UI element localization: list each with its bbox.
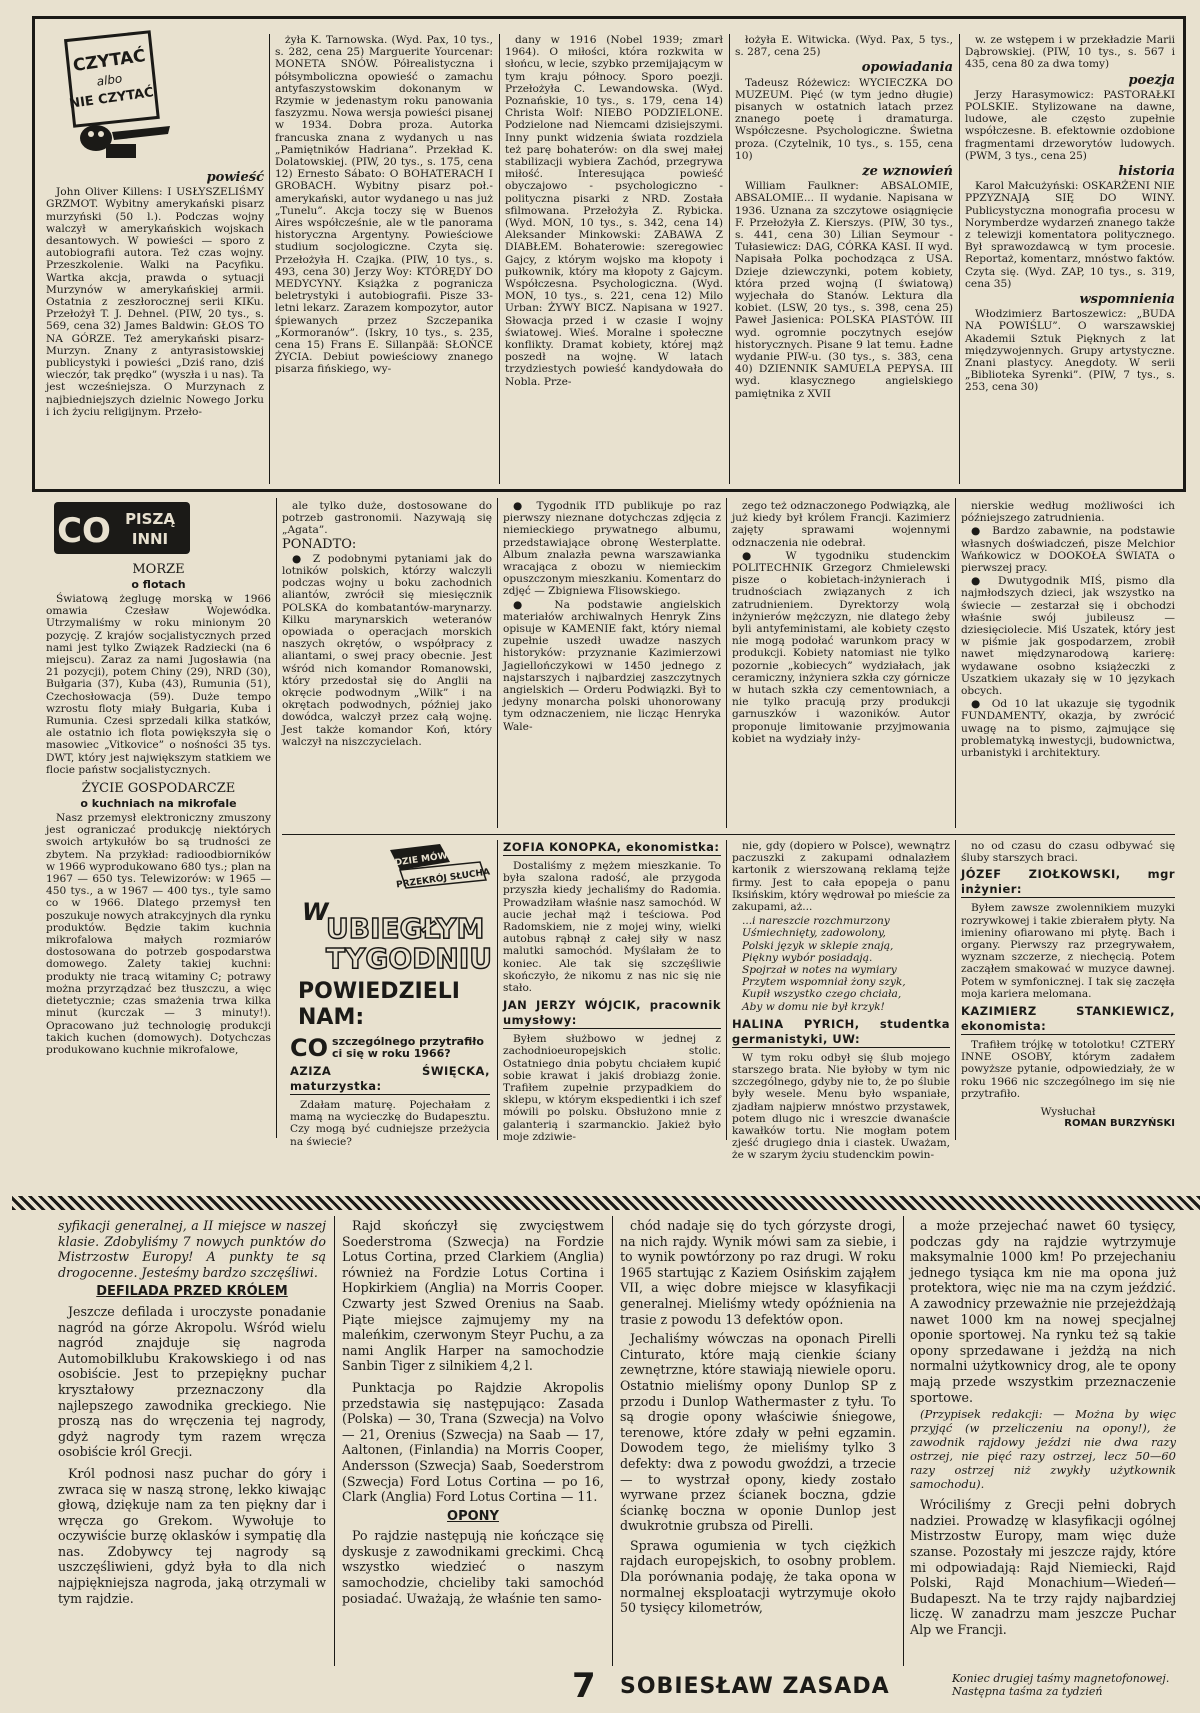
interviewee-zofia: ZOFIA KONOPKA, ekonomistka:	[503, 840, 720, 854]
closing-text: Wróciliśmy z Grecji pełni dobrych nadziei. Prowadzę w klasyfikacji ogólnej Mistrzostw Europy, mam więc duże szanse. Pozostały mi jeszcze rajdy, które mi odpowiadają: Rajd Niemiecki, Rajd Polski, Rajd Monachium—Wiedeń—Budapeszt. Na te trzy rajdy najbardziej liczę. W zanadrzu mam jeszcze Puchar Alp we Francji.	[910, 1497, 1176, 1637]
co-pisza-col-4	[732, 500, 950, 830]
headline-nam: NAM:	[298, 1005, 365, 1030]
bullet-text: Bardzo zabawnie, na podstawie własnych doświadczeń, pisze Melchior Wańkowicz w DOOKOŁA ŚWIATA o pierwszej pracy.	[961, 525, 1175, 575]
bullet-item	[282, 553, 492, 748]
headline-tygodniu: TYGODNIU	[326, 942, 492, 975]
section-powiesc: powieść	[206, 170, 264, 185]
bullet-item	[503, 500, 721, 598]
divider-stripe	[12, 1196, 1200, 1210]
book-review-text: w. ze wstępem i w przekładzie Marii Dąbrowskiej. (PIW, 10 tys., s. 567 i 435, cena 80 za dwa tomy)	[965, 34, 1175, 71]
logo-inni: INNI	[131, 530, 169, 548]
zycie-subtitle: o kuchniach na mikrofale	[80, 797, 237, 811]
co-pisza-col-1	[46, 560, 271, 1140]
book-review-text: Włodzimierz Bartoszewicz: „BUDA NA POWIŚLU”. O warszawskiej Akademii Sztuk Pięknych z lat międzywojennych. Grupy artystyczne. Znani plastycy. Anegdoty. W serii „Biblioteka Syrenki”. (PIW, 7 tys., s. 253, cena 30)	[965, 308, 1175, 394]
logo-pisza: PISZĄ	[125, 510, 175, 528]
aziza-answer: Zdałam maturę. Pojechałam z mamą na wycieczkę do Budapesztu. Czy mogą być cudniejsze przeżycia na świecie?	[290, 1099, 490, 1148]
bullet-dot-icon: ●	[971, 575, 988, 588]
zasada-col-1	[58, 1218, 326, 1658]
byline-author: ROMAN BURZYŃSKI	[1064, 1118, 1175, 1130]
poem-line: Przytem wspomniał żony szyk,	[742, 976, 906, 989]
poem-line: Piękny wybór posiadają.	[742, 951, 873, 964]
section-ze-wznowien: ze wznowień	[862, 164, 953, 180]
book-review-text: John Oliver Killens: I USŁYSZELIŚMY GRZMOT. Wybitny amerykański pisarz murzyński (50 l.). Podczas wojny walczył w amerykańskich wojskach desantowych. W powieści — sporo z autobiografii autora. Też czas wojny. Przeszkolenie. Walki na Pacyfiku. Wartka akcja, prawda o sytuacji Murzynów w amerykańskiej armii. Ostatnia z zeszłorocznej serii KIKu. Przełożył T. J. Dehnel. (PIW, 20 tys., s. 569, cena 32) James Baldwin: GŁOS TO NA GÓRZE. Też amerykański pisarz-Murzyn. Znany z antyrasistowskiej publicystyki i powieści „Dziś rano, dziś wieczór, tak prędko” (wyszła i u nas). Ta jest wcześniejsza. O Murzynach z najbiedniejszych dzielnic Nowego Jorku i ich życiu religijnym. Przeło-	[46, 186, 264, 418]
morze-title: MORZE	[132, 562, 185, 577]
section-opowiadania: opowiadania	[861, 60, 953, 76]
punktacja-text: Punktacja po Rajdzie Akropolis przedstawia się następująco: Zasada (Polska) — 30, Trana (Szwecja) na Volvo — 21, Orenius (Szwecja) na Saab — 17, Aaltonen, (Finlandia) na Morris Cooper, Andersson (Szwecja) Saab, Soederstrom (Szwecja) Ford Lotus Cortina — po 16, Clark (Anglia) Ford Lotus Cortina — 11.	[342, 1379, 604, 1505]
morze-text: Światową żeglugę morską w 1966 omawia Czesław Wojewódka. Utrzymaliśmy w roku minionym 20 pozycję. Z krajów socjalistycznych przed nami jest tylko Związek Radziecki (na 6 miejscu). Zaraz za nami Jugosławia (na 21 pozycji), potem Chiny (29), NRD (30), Bułgaria (37), Kuba (43), Rumunia (51), Czechosłowacja (59). Duże tempo wzrostu floty miały Bułgaria, Kuba i Rumunia. Czesi sprzedali kilka statków, ale ostatnio ich flota powiększyła się o masowiec „Vitkovice” o nośności 35 tys. DWT, który jest największym statkiem we flocie państw socjalistycznych.	[46, 593, 271, 776]
editor-note: (Przypisek redakcji: — Można by więc przyjąć (w przeliczeniu na opony!), że zawodnik rajdowy jeździ nie dwa razy ostrzej, nie pięć razy ostrzej, lecz 50—60 razy ostrzej niż zwykły użytkownik samochodu).	[910, 1407, 1176, 1492]
opony-text: chód nadaje się do tych górzyste drogi, na nich rajdy. Wynik mówi sam za siebie, i to wynik powtórzony po raz drugi. W roku 1965 startując z Kaziem Osińskim zająłem VII, a więc dobre miejsce w klasyfikacji generalnej. Mieliśmy wtedy opóźnienia na trasie z powodu 13 defektów opon.	[620, 1218, 896, 1327]
advert-poem	[742, 915, 950, 1013]
bullet-dot-icon: ●	[292, 552, 306, 565]
bullet-item	[961, 698, 1175, 759]
interviewee-aziza: AZIZA ŚWIĘCKA, maturzystka:	[290, 1064, 490, 1093]
book-review-text: William Faulkner: ABSALOMIE, ABSALOMIE... II wydanie. Napisana w 1936. Uznana za szczytowe osiągnięcie F. Przełożyła Z. Kierszys. (PIW, 30 tys., s. 441, cena 30) Lilian Seymour - Tułasiewicz: DAG, CÓRKA KASI. II wyd. Napisała Polka pochodząca z USA. Dzieje dziewczynki, potem kobiety, która przed wojną (I światową) wyjechała do Stanów. Lektura dla kobiet. (LSW, 20 tys., s. 398, cena 25) Paweł Jasienica: POLSKA PIASTÓW. III wyd. ogromnie poczytnych esejów historycznych. Pisane 9 lat temu. Ładne wydanie PIW-u. (30 tys., s. 383, cena 40) DZIENNIK SAMUELA PEPYSA. III wyd. klasycznego angielskiego pamiętnika z XVII	[735, 180, 953, 400]
opony-text: Sprawa ogumienia w tych ciężkich rajdach europejskich, to osobny problem. Dla porównania podaję, że taka opona w normalnej eksploatacji wytrzymuje około 50 tysięcy kilometrów,	[620, 1537, 896, 1616]
poem-line: Aby w domu nie był krzyk!	[742, 1000, 885, 1013]
poem-line: Spojrzał w notes na wymiary	[742, 964, 897, 977]
wojcik-continued: nie, gdy (dopiero w Polsce), wewnątrz paczuszki z zakupami odnalazłem kartonik z wierszowaną reklamą tejże firmy. Jest to cała epopeja o panu Iksińskim, który wędrował po mieście za zakupami, aż...	[732, 840, 951, 914]
bullet-item	[503, 599, 721, 733]
zofia-answer: Dostaliśmy z mężem mieszkanie. To była szalona radość, ale przygoda przyszła kiedy jechaliśmy do Radomia. Prowadziłam właśnie nasz samochód. W aucie jechał mąż i teściowa. Pod Radomskiem, nie z mojej winy, wielki autobus rąbnął z całej siły w nasz malutki samochód. Myślałam że to koniec. Ale tak się szczęśliwie skończyło, że nikomu z nas nic się nie stało.	[503, 860, 721, 995]
book-review-text: łożyła E. Witwicka. (Wyd. Pax, 5 tys., s. 287, cena 25)	[735, 34, 953, 59]
ludzie-col-2	[503, 840, 721, 1143]
book-review-text: Jerzy Harasymowicz: PASTORAŁKI POLSKIE. Stylizowane na dawne, ludowe, ale często zupełnie współczesne. B. efektownie ozdobione fragmentami drzeworytów ludowych. (PWM, 3 tys., cena 25)	[965, 88, 1175, 162]
footnote: Koniec drugiej taśmy magnetofonowej. Następna taśma za tydzień	[952, 1672, 1170, 1698]
bullet-item	[732, 550, 950, 745]
poem-line: Uśmiechnięty, zadowolony,	[742, 927, 886, 940]
books-col-4	[735, 34, 953, 478]
books-col-3	[505, 34, 723, 478]
headline-w: W	[302, 898, 329, 926]
poem-line: Polski język w sklepie znają,	[742, 939, 894, 952]
bullet-dot-icon: ●	[513, 598, 537, 611]
ludzie-col-3	[732, 840, 951, 1162]
morze-subtitle: o flotach	[131, 578, 186, 591]
rajd-results: Rajd skończył się zwycięstwem Soederstroma (Szwecja) na Fordzie Lotus Cortina, przed Clarkiem (Anglia) również na Fordzie Lotus Cortina i Hopkirkiem (Anglia) na Morris Cooper. Czwarty jest Szwed Orenius na Saab. Piąte miejsce zajmujemy my na maleńkim, czerwonym Steyr Puchu, a za nami Anglik Harper na samochodzie Sanbin Tiger z silnikiem 4,2 l.	[342, 1218, 604, 1374]
book-review-text: Tadeusz Różewicz: WYCIECZKA DO MUZEUM. Pięć (w tym jedno długie) pisanych w ostatnich latach przez znanego poetę i dramaturga. Współczesne. Psychologiczne. Świetna proza. (Czytelnik, 10 tys., s. 155, cena 10)	[735, 76, 953, 162]
logo-word-3: NIE CZYTAĆ	[68, 85, 155, 112]
continued-text: nierskie według możliwości ich późniejszego zatrudnienia.	[961, 500, 1175, 525]
defilada-text: Król podnosi nasz puchar do góry i zwraca się w naszą stronę, lekko kiwając głową, dziękuje nam za ten piękny dar i wręcza go Grekom. Wywołuje to oczywiście burzę oklasków i sympatię dla nas. Zdobywcy tej nagrody są uszczęśliwieni, gdyż była to dla nich najpiękniejsza nagroda, jaką otrzymali w tym rajdzie.	[58, 1465, 326, 1606]
ludzie-col-4	[961, 840, 1175, 1140]
defilada-heading: DEFILADA PRZED KRÓLEM	[96, 1284, 288, 1300]
byline-label: Wysłuchał	[1040, 1106, 1096, 1119]
logo-word-2: albo	[95, 71, 124, 89]
bullet-dot-icon: ●	[971, 698, 985, 711]
zasada-col-3	[620, 1218, 896, 1658]
bullet-item	[961, 525, 1175, 574]
zycie-text: Nasz przemysł elektroniczny zmuszony jest ograniczać produkcję niektórych swoich artykułów bo są trudności ze zbytem. Na przykład: radioodbiorników w 1966 wyprodukowano 680 tys.; plan na 1967 — 650 tys. Telewizorów: w 1965 — 450 tys., a w 1967 — 400 tys., tyle samo co w 1966. Dlatego przemysł ten poszukuje nowych atrakcyjnych dla rynku produktów. Będzie takim kuchnia mikrofalowa małych rozmiarów dostosowana do potrzeb gospodarstwa domowego. Zalety takiej kuchni: produkty nie tracą witaminy C; potrawy można przyrządzać bez tłuszczu, a więc dietetycznie; czas smażenia trwa kilka minut (kurczak — 3 minuty!). Opracowano już technologię produkcji takich kuchen (domowych). Dotychczas produkowano kuchnie mikrofalowe,	[46, 812, 272, 1056]
books-col-1	[46, 168, 264, 478]
page-number: 7	[572, 1666, 596, 1706]
co-pisza-col-3	[503, 500, 721, 830]
wojcik-answer: Byłem służbowo w jednej z zachodnioeuropejskich stolic. Ostatniego dnia pobytu chciałem kupić sobie krawat i jakiś drobiazg żonie. Trafiłem zupełnie przypadkiem do sklepu, w którym ekspedientki i ich szef mówili po polsku. Obsłużono mnie z galanterią i szarmanckio. Jakież było moje zdziwie-	[503, 1033, 721, 1143]
bullet-text: Z podobnymi pytaniami jak do lotników polskich, którzy walczyli podczas wojny u boku zachodnich aliantów, zwrócił się miesięcznik POLSKA do kombatantów-marynarzy. Kilku marynarskich weteranów opowiada o operacjach morskich naszych okrętów, o współpracy z aliantami, o swej pracy obecnie. Jest wśród nich komandor Romanowski, który przedostał się do Anglii na okręcie podwodnym „Wilk” i na okrętach podwodnych, później jako dowódca, walczył przez całą wojnę. Jest także komandor Koń, który walczył na niszczycielach.	[282, 552, 493, 748]
interviewee-wojcik: JAN JERZY WÓJCIK, pracownik umysłowy:	[503, 998, 721, 1028]
book-review-text: dany w 1916 (Nobel 1939; zmarł 1964). O miłości, która rozkwita w słońcu, w lecie, szybko przemijającym w tym kraju północy. Sporo poezji. Przełożyła C. Lewandowska. (Wyd. Poznańskie, 10 tys., s. 179, cena 14) Christa Wolf: NIEBO PODZIELONE. Podzielone nad Niemcami dzisiejszymi. Inny punkt widzenia świata rozdziela też parę bohaterów: on dla swej małej stabilizacji wybiera Zachód, przegrywa miłość. Interesująca powieść obyczajowo - psychologiczno - polityczna pisarki z NRD. Została sfilmowana. Przełożyła Z. Rybicka. (Wyd. MON, 10 tys., s. 342, cena 14) Aleksander Minkowski: ZABAWA Z DIABŁEM. Bohaterowie: szeregowiec Gajcy, z którym wojsko ma kłopoty i pułkownik, który ma kłopoty z Gajcym. Współczesna. Psychologiczna. (Wyd. MON, 10 tys., s. 221, cena 12) Milo Urban: ŻYWY BICZ. Napisana w 1927. Słowacja przed i w czasie I wojny światowej. Wieś. Moralne i społeczne konflikty. Dramat kobiety, której mąż poszedł na wojnę. W latach trzydziestych powieść kandydowała do Nobla. Prze-	[505, 34, 723, 388]
opony-text: Jechaliśmy wówczas na oponach Pirelli Cinturato, które mają cienkie ściany zewnętrzne, które stawiają niewiele oporu. Ostatnio mieliśmy opony Dunlop SP z przodu i Dunlop Wathermaster z tyłu. To są drogie opony właściwie śniegowe, terenowe, które zdały w pełni egzamin. Dowodem tego, że mieliśmy tylko 3 defekty: dwa z powodu gwoździ, a trzecie — to wystrzał opony, kiedy zostało wyrwane przez ścianek boczna, gdzie ściankę boczna w oponie Dunlop jest dwukrotnie grubsza od Pirelli.	[620, 1331, 896, 1534]
books-col-2	[275, 34, 493, 478]
pyrich-continued: no od czasu do czasu odbywać się śluby starszych braci.	[961, 840, 1175, 865]
bullet-dot-icon: ●	[513, 500, 528, 512]
banner-ludzie-mowia: LUDZIE MÓWIĄ	[381, 849, 459, 871]
book-review-text: żyła K. Tarnowska. (Wyd. Pax, 10 tys., s. 282, cena 25) Marguerite Yourcenar: MONETA SNÓW. Półrealistyczna i półsymboliczna opowieść o zamachu antyfaszystowskim dokonanym w Rzymie w jedenastym roku panowania faszyzmu. Nowa wersja powieści pisanej w 1934. Dobra proza. Autorka francuska znana z wydanych u nas „Pamiętników Hadriana”. Przekład K. Dolatowskiej. (PIW, 20 tys., s. 175, cena 12) Ernesto Sábato: O BOHATERACH I GROBACH. Wybitny pisarz poł.-amerykański, autor wydanego u nas już „Tunelu”. Akcja toczy się w Buenos Aires współcześnie, ale w tle panorama historyczna Argentyny. Powieściowe studium socjologiczne. Czyta się. Przełożyła H. Czajka. (PIW, 10 tys., s. 493, cena 30) Jerzy Woy: KTÓRĘDY DO MEDYCYNY. Książka z pogranicza beletrystyki i autobiografii. Pisze 33-letni lekarz. Zarazem kompozytor, autor śpiewanych przez Szczepanika „Kormoranów”. (Iskry, 10 tys., s. 235, cena 15) Frans E. Sillanpää: SŁOŃCE ŻYCIA. Debiut powieściowy znanego pisarza fińskiego, wy-	[275, 34, 493, 376]
logo-word-1: CZYTAĆ	[71, 46, 147, 77]
ludzie-col-1	[290, 1034, 490, 1148]
zycie-title: ŻYCIE GOSPODARCZE	[81, 781, 236, 797]
poem-line: Kupił wszystko czego chciała,	[742, 988, 902, 1001]
bullet-dot-icon: ●	[742, 549, 767, 562]
pyrich-answer: W tym roku odbył się ślub mojego starszego brata. Nie byłoby w tym nic szczególnego, gdyby nie to, że po ślubie były wesele. Menu było wspaniałe, zjadłam najpierw mnóstwo przystawek, potem dlugo nic i wreszcie dwanaście kawałków tortu. Nie mogłam potem zjeść drugiego dnia i ciastek. Uważam, że w szarym życiu studenckim powin-	[732, 1051, 950, 1162]
defilada-text: Jeszcze defilada i uroczyste ponadanie nagród na górze Akropolu. Wśród wielu nagród znajduje się nagroda Automobilklubu Krakowskiego i od nas osobiście. Jest to przepiękny puchar kryształowy przeznaczony dla najlepszego zawodnika greckiego. Nie proszą nas do wręczenia tej nagrody, gdyż nagrody tym razem wręcza osobiście król Grecji.	[58, 1303, 326, 1460]
question-text: szczególnego przytrafiło ci się w roku 1966?	[332, 1035, 484, 1060]
author-signature: SOBIESŁAW ZASADA	[620, 1674, 890, 1699]
headline-powiedzieli: POWIEDZIELI	[298, 979, 460, 1004]
bullet-text: Od 10 lat ukazuje się tygodnik FUNDAMENTY, okazja, by zwrócić uwagę na to pismo, zajmujące się problematyką inwestycji, budownictwa, urbanistyki i architektury.	[961, 698, 1176, 760]
ludzie-mowia-logo	[290, 840, 490, 1030]
interviewee-stankiewicz: KAZIMIERZ STANKIEWICZ, ekonomista:	[961, 1004, 1175, 1034]
ziolkowski-answer: Byłem zawsze zwolennikiem muzyki rozrywkowej i takie zbierałem płyty. Na imieniny ofiarowano mi płytę. Bach i organy. Pierwszy raz przegrywałem, wyznam szczerze, z niechęcią. Potem zacząłem smakować w muzyce dawnej. Potem w symfonicznej. I tak się zaczęła moja kariera melomana.	[961, 902, 1175, 1000]
bullet-text: Na podstawie angielskich materiałów archiwalnych Henryk Zins opisuje w KAMENIE fakt, który niemal zupełnie uszedł uwadze naszych historyków: przyznanie Kazimierzowi Jagiellończykowi w 1450 jednego z najstarszych i najbardziej zaszczytnych angielskich — Orderu Podwiązki. Był to jedyny monarcha polski uhonorowany tym odznaczeniem, nie licząc Henryka Wale-	[503, 598, 722, 733]
interviewee-pyrich: HALINA PYRICH, studentka germanistyki, UW:	[732, 1016, 950, 1046]
logo-co: CO	[57, 511, 111, 551]
section-historia: historia	[1118, 164, 1175, 180]
co-pisza-inni-logo	[52, 500, 192, 556]
zasada-intro: syfikacji generalnej, a II miejsce w naszej klasie. Zdobyliśmy 7 nowych punktów do Mistrzostw Europy! A punkty te są drogocenne. Jesteśmy bardzo szczęśliwi.	[58, 1218, 326, 1280]
books-col-5	[965, 34, 1175, 478]
zasada-col-4	[910, 1218, 1176, 1658]
bullet-item	[961, 575, 1175, 697]
banner-przekroj-slucha: PRZEKRÓJ SŁUCHA	[395, 867, 491, 891]
opony-text: a może przejechać nawet 60 tysięcy, podczas gdy na rajdzie wytrzymuje maksymalnie 1000 km! Po przejechaniu jednego tysiąca km nie ma opona już protektora, więc nie ma na czym jeździć. A zawodnicy przeważnie nie przejeżdżają nawet 1000 km na nowej specjalnej oponie sportowej. Na rynku też są takie opony sprzedawane i jeżdżą na nich normalni użytkownicy drog, ale te opony mają przede wszystkim przeznaczenie sportowe.	[910, 1218, 1176, 1405]
section-wspomnienia: wspomnienia	[1079, 292, 1175, 308]
bullet-dot-icon: ●	[971, 525, 985, 538]
co-big-letters: CO	[290, 1034, 329, 1062]
opony-text: Po rajdzie następują nie kończące się dyskusje z zawodnikami greckimi. Chcą wszystko wiedzieć o naszym samochodzie, chcieliby taki samochód posiadać. Uważają, że właśnie ten samo-	[342, 1528, 604, 1606]
stankiewicz-answer: Trafiłem trójkę w totolotku! CZTERY INNE OSOBY, którym zadałem powyższe pytanie, odpowiedziały, że w roku 1966 nic szczególnego im się nie przytrafiło.	[961, 1039, 1175, 1100]
ponadto-heading: PONADTO:	[282, 536, 357, 552]
agata-text: ale tylko duże, dostosowane do potrzeb gastronomii. Nazywają się „Agata”.	[282, 500, 492, 537]
poem-line: ...i nareszcie rozchmurzony	[742, 915, 890, 928]
continued-text: zego też odznaczonego Podwiązką, ale już kiedy był królem Francji. Kazimierz zajęty sprawami wojennymi odznaczenia nie odebrał.	[732, 500, 950, 549]
bullet-text: Tygodnik ITD publikuje po raz pierwszy nieznane dotychczas zdjęcia z niemieckiego prywatnego albumu, przedstawiające obronę Westerplatte. Album znalazła pewna warszawianka wracająca z obozu w niemieckim opuszczonym mieszkaniu. Komentarz do zdjęć — Zbigniewa Flisowskiego.	[503, 500, 721, 598]
headline-ubieglym: UBIEGŁYM	[326, 912, 485, 945]
bullet-text: Dwutygodnik MIŚ, pismo dla najmłodszych dzieci, jak wszystko na świecie — zestarzał się i obchodzi właśnie swój jubileusz — dziesięciolecie. Miś Uszatek, który jest w piśmie jak gospodarzem, zrobił nawet międzynarodową karierę: wydawane osobno książeczki z Uszatkiem ukazały się w 10 językach obcych.	[961, 575, 1175, 698]
section-poezja: poezja	[1128, 72, 1175, 88]
bullet-text: W tygodniku studenckim POLITECHNIK Grzegorz Chmielewski pisze o kobietach-inżynierach i trudnościach związanych z ich zatrudnieniem. Dyrektorzy wolą inżynierów mężczyzn, nie dlatego żeby byli antyfeministami, ale kobiety często nie mogą podołać warunkom pracy w produkcji. Kobiety natomiast nie tylko pozornie „kobiecych” wydziałach, jak ceramiczny, inżyniera szkła czy górnicze w hutach szkła czy cementowniach, a nie tylko pracują przy produkcji garnuszków i wazoników. Autor proponuje limitowanie przyjmowania kobiet na wydziały inży-	[732, 549, 950, 745]
co-pisza-col-2	[282, 500, 492, 830]
zasada-col-2	[342, 1218, 604, 1658]
czytac-logo	[60, 30, 180, 160]
book-review-text: Karol Małcużyński: OSKARŻENI NIE PPZYZNAJĄ SIĘ DO WINY. Publicystyczna monografia procesu w Norymberdze wydarzeń znanego także z telewizji komentatora politycznego. Był sprawozdawcą w tym procesie. Reportaż, komentarz, mnóstwo faktów. Czyta się. (Wyd. ZAP, 10 tys., s. 319, cena 35)	[965, 180, 1175, 290]
interviewee-ziolkowski: JÓZEF ZIOŁKOWSKI, mgr inżynier:	[961, 867, 1175, 897]
opony-heading: OPONY	[447, 1508, 499, 1524]
co-pisza-col-5	[961, 500, 1175, 830]
